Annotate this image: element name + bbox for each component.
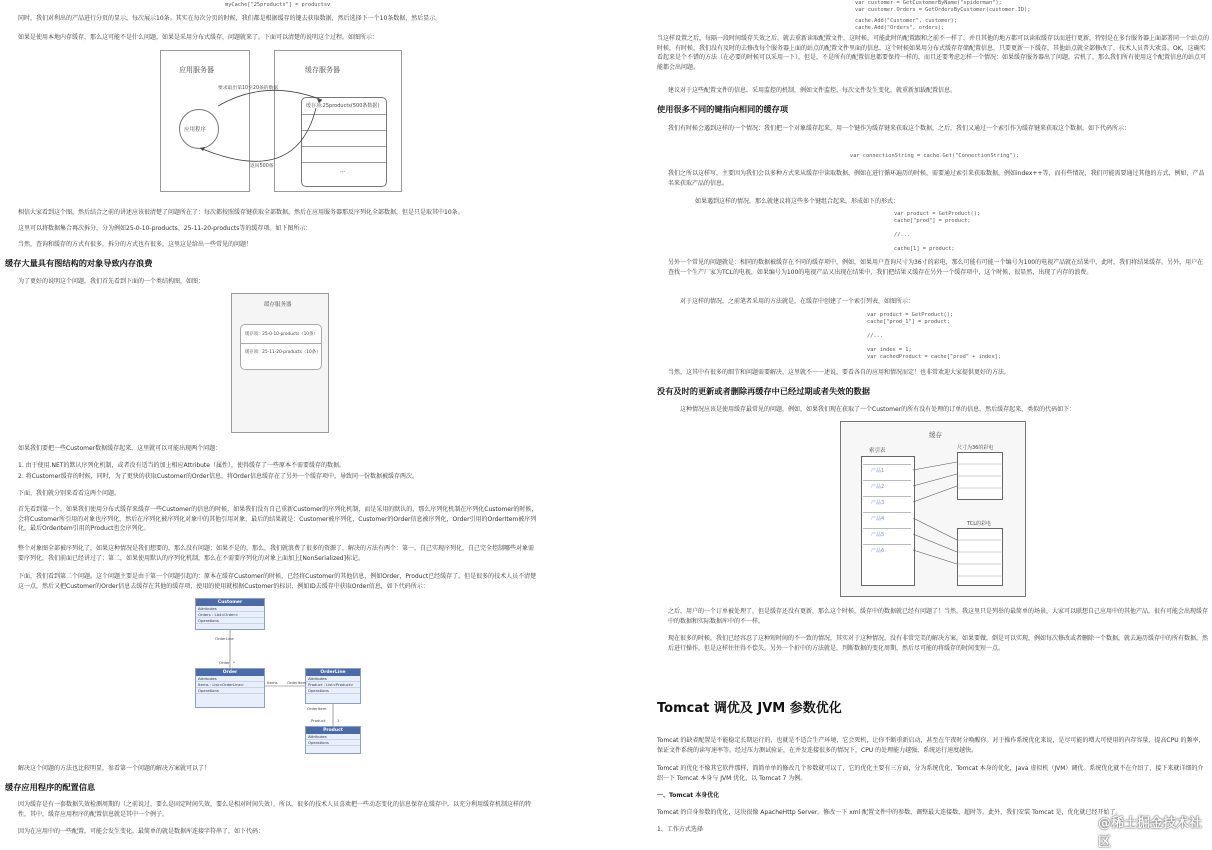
index-table-label: 索引表 <box>869 448 886 454</box>
index-row: 产品6 <box>863 544 911 556</box>
list-item: 1. 由于使用.NET的默认序列化机制，或者没有适当的加上相应Attribute（属性），使得缓存了一些原本不需要缓存的数据。 <box>18 462 345 469</box>
paragraph: Tomcat 的优化不像其它软件那样，简简单单的修改几个参数就可以了，它的优化主要有三方面，分为系统优化，Tomcat 本身的优化，Java 虚拟机（JVM）调优。系统优化就不在介绍了，接下来就详细的介绍一下 Tomcat 本身与 JVM 优化，以 Tomcat 7 为例。 <box>657 765 1204 782</box>
uml-label: Product <box>311 718 326 723</box>
index-row: 产品4 <box>863 512 911 524</box>
uml-label: Order <box>219 660 230 665</box>
uml-connectors <box>195 598 385 758</box>
section-heading: 缓存应用程序的配置信息 <box>5 782 96 792</box>
paragraph: 如果我们要把一些Customer数据缓存起来，这里就可以可能出现两个问题： <box>18 445 222 452</box>
cache-items-box <box>240 324 322 370</box>
tv36-label: 尺寸为36的彩电 <box>957 445 994 451</box>
code-block: var product = GetProduct(); cache["prod"] = product; //... cache[1] = product; <box>894 211 981 252</box>
paragraph: 这种情况应该是使用缓存最常见的问题，例如，如果我们现在获取了一个Customer的所有没有处理的订单的信息，然后缓存起来，类似的代码如下： <box>680 406 1076 413</box>
paragraph: 因为缓存是有一套数据失效检测周期的（之前说过，要么是固定时间失效，要么是相对时间失效），所以，很多的技术人员喜欢把一些动态变化的信息保存在缓存中，以充分利用缓存机制这样的特性，其中，缓存应用程序的配置信息就是其中一个例子。 <box>18 801 532 818</box>
paragraph: 当然，查询和缓存的方式有很多，拆分的方式也有很多，这里这是给出一些常见的问题！ <box>18 241 253 248</box>
uml-operations: Operations <box>196 688 264 694</box>
arrows <box>156 48 406 198</box>
tcl-label: TCL的彩电 <box>967 521 992 527</box>
uml-class-title: Product <box>306 727 360 734</box>
paragraph: 同时，我们对利出的产品进行分页的显示，每次展示10条。其实在每次分页的时候，我们都是根据缓存的键去获取数据，然后选择下一个10条数据，然后显示。 <box>18 15 442 22</box>
paragraph: 因为在应用中的一些配置，可能会发生变化，最简单的就是数据库连接字符串了，如下代码： <box>18 828 265 835</box>
code-line: cache.Add("Customer", customer); <box>855 18 958 24</box>
paragraph: 下面，我们就分别来看看这两个问题。 <box>18 490 121 497</box>
uml-class-title: OrderLine <box>306 669 360 676</box>
cache-index-figure <box>840 421 1026 597</box>
index-row: 产品5 <box>863 528 911 540</box>
cache-server-figure <box>231 293 329 433</box>
figure-title: 缓存 <box>929 431 942 439</box>
code-line: var connectionString = cache.Get("ConnectionString"); <box>850 153 1020 159</box>
chapter-title: Tomcat 调优及 JVM 参数优化 <box>657 701 842 716</box>
section-heading: 使用很多不同的键指向相同的缓存项 <box>657 104 789 114</box>
uml-label: OrderItem <box>287 680 307 685</box>
index-row: 产品2 <box>863 480 911 492</box>
index-row: 产品3 <box>863 496 911 508</box>
code-line: myCache["25products"] = productsv <box>225 2 331 8</box>
page-gap <box>550 0 650 837</box>
cache-item-label: 缓存项:25products(500条数据) <box>306 103 380 109</box>
left-page <box>0 0 550 837</box>
uml-operations: Operations <box>196 618 264 624</box>
paragraph: 首先看到第一个。如果我们使用分布式缓存来缓存一些Customer的信息的时候，如果我们没有自己重新Customer的序列化机制，而是采用的默认的，那么序列化机制在序列化Customer的时候，会将Customer所引用的对象也序列化，然后在序列化被序列化对象中的其他引用对象，最后的结果就是：Customer被序列化，Customer的Order信息被序列化，Order引用的OrderItem被序列化，最后OrderItem引用的Product也会序列化。 <box>18 506 538 532</box>
right-page <box>650 0 1212 850</box>
code-line: var customer = GetCustomerByName("spiderman"); <box>855 0 1002 6</box>
uml-label: Items <box>267 680 278 685</box>
paragraph: 为了更好的说明这个问题，我们首先看到下面的一个类结构图，如图： <box>18 278 205 285</box>
uml-label: OrderItem <box>307 706 327 711</box>
paragraph: 下面，我们看到第二个问题。这个问题主要是由于第一个问题引起的：原本在缓存Customer的时候，已经将Customer的其他信息，例如Order，Product已经缓存了。但是很多的技术人员不清楚这一点，然后又把Customer的Order信息去缓存在其他的缓存项，使用的使用就根据Customer的标识，例如ID去缓存中获取Order信息，如下代码所示： <box>18 573 537 590</box>
uml-attributes: Attributes <box>306 676 360 682</box>
paragraph: 建议对于这些配置文件的信息，采用监控的机制，例如文件监控，每次文件发生变化，就重新加载配置信息。 <box>668 87 957 94</box>
paragraph: 1、工作方式选择 <box>657 826 703 833</box>
uml-label: * <box>233 660 235 665</box>
uml-class-title: Customer <box>196 599 264 606</box>
uml-attributes: Attributes <box>196 606 264 612</box>
paragraph: Tomcat 的缺省配置是不能稳定长期运行的，也就是不适合生产环境，它会死机，让你不断重新启动，甚至在午夜时分唤醒你。对于操作系统优化来说，是尽可能的增大可使用的内存容量、提高CPU 的频率，保证文件系统的读写速率等。经过压力测试验证，在并发连接很多的情况下，CPU 的处理能力越强，系统运行速度越快。 <box>657 737 1205 754</box>
index-row: 产品1 <box>863 464 911 476</box>
section-heading: 缓存大量具有图结构的对象导致内存浪费 <box>5 258 153 268</box>
paragraph: 解决这个问题的方法也比较明显，参看第一个问题的解决方案就可以了！ <box>18 765 211 772</box>
section-heading: 没有及时的更新或者删除再缓存中已经过期或者失效的数据 <box>657 386 870 396</box>
cache-item-1: 缓存项：25-0-10-products（10条） <box>245 332 318 337</box>
uml-attributes: Attributes <box>196 676 264 682</box>
ellipsis: ... <box>340 168 346 174</box>
uml-class-title: Order <box>196 669 264 676</box>
uml-label: OrderLine <box>215 636 234 641</box>
code-line: cache.Add("Orders", orders); <box>855 25 945 31</box>
paragraph: 另外一个常见的问题就是：相同的数据被缓存在不同的缓存项中，例如，如果用户查询尺寸为36寸的彩电，那么可能有可能一个编号为100的电视产品就在结果中，此时，我们将结果缓存。另外，用户在查找一个生产厂家为TCL的电视，如果编号为100的电视产品又出现在结果中，我们把结果又缓存在另外一个缓存项中，这个时候，很显然，出现了内存的浪费。 <box>668 259 1204 276</box>
uml-operations: Operations <box>306 688 360 694</box>
uml-operations: Operations <box>306 740 360 746</box>
paragraph: 整个对象图全部被序列化了，如果这种情况是我们想要的，那么没有问题；如果不是的，那么，我们就浪费了很多的资源了，解决的方法有两个：第一，自己实现序列化，自己完全控制哪些对象需要序列化，我们前面已经讲过了；第二，如果使用默认的序列化机制，那么在不需要序列化的对象上面加上[NonSerialized]标记。 <box>18 545 535 562</box>
uml-attribute: Orders : List<Order> <box>196 612 264 618</box>
uml-attribute: Items : List<OrderLine> <box>196 682 264 688</box>
uml-diagram <box>195 598 385 758</box>
uml-attribute: Product : List<Product> <box>306 682 360 688</box>
paragraph: 我们之所以这样写，主要因为我们会以多种方式来从缓存中读取数据，例如在进行循环遍历的时候，需要通过索引来获取数据，例如index++等，而有些情况，我们可能需要通过其他的方式，例如，产品名来获取产品的信息。 <box>668 170 1205 187</box>
paragraph: 之后，用户的一个订单被处理了，但是缓存还没有更新，那么这个时候，缓存中的数据就已经有问题了！当然，我这里只是列举的最简单的场景，大家可以联想自己应用中的其他产品，很有可能会出现缓存中的数据和实际数据库中的不一样。 <box>668 608 1209 625</box>
app-program-label: 应用程序 <box>184 127 207 133</box>
figure-title: 缓存服务器 <box>264 302 292 308</box>
arrow-request-label: 要求取出第10至20条的数据 <box>218 86 279 91</box>
paragraph: 当这样设置之后，每隔一段时间缓存失效之后，就去重新读取配置文件，这时候，可能此时的配置跟和之前不一样了，并且其他的地方都可以读取缓存以而进行更新，特别是在多台服务器上面部署同一个站点的时候，有时候，我们没有及时的去修改每个服务器上面的站点的配置文件里面的信息，这个时候如果用分布式缓存存储配置信息，只要更新一下缓存，其他站点就全部修改了，技术人员普大欢喜。OK，这确实看起来是个不错的方法（在必要的时候可以采用一下），但是，不是所有的配置信息都要保持一样的，而且还要考虑怎样一个情况：如果缓存服务器出了问题，宕机了，那么我们所有使用这个配置信息的站点可能都会出问题。 <box>657 35 1210 71</box>
uml-attributes: Attributes <box>306 734 360 740</box>
paragraph: 如果遇到这样的情况，那么就建议将这些多个键组合起来，形成如下的形式： <box>695 198 900 205</box>
cache-server-label: 缓存服务器 <box>305 66 340 74</box>
cache-diagram <box>156 48 406 198</box>
code-line: var customer.Orders = GetOrdersByCustomer(customer.ID); <box>855 7 1031 13</box>
arrow-return-label: 返回500条 <box>250 164 274 169</box>
cache-item-2: 缓存项：25-11-20-products（10条） <box>245 350 321 355</box>
list-item: 2. 将Customer缓存的时候，同时，为了更快的获取Customer的Order信息，将Order信息缓存在了另外一个缓存项中，导致同一份数据被缓存两次。 <box>18 473 419 480</box>
paragraph: 我们有时候会遇到这样的一个情况：我们把一个对象缓存起来，用一个键作为缓存键来获取这个数据，之后，我们又通过一个索引作为缓存键来获取这个数据，如下代码所示： <box>668 125 1131 132</box>
watermark: @稀土掘金技术社区 <box>1098 816 1203 850</box>
subsection-heading: 一、Tomcat 本身优化 <box>657 792 720 799</box>
paragraph: 对于这样的情况，之前笔者采用的方法就是，在缓存中创建了一个索引列表，如图所示： <box>680 298 915 305</box>
index-arrows <box>841 422 1027 598</box>
divider <box>241 343 321 344</box>
paragraph: 如果是使用本地内存缓存，那么这可能不是什么问题，如果是采用分布式缓存，问题就来了。下面可以清楚的说明这个过程。如图所示： <box>18 34 379 41</box>
uml-label: 1 <box>337 718 340 723</box>
paragraph: 相信大家看到这个图，然后结合之前的讲述应该很清楚了问题所在了：每次都按照缓存键获取全部数据，然后在应用服务器那反序列化全部数据，但是只是取其中10条。 <box>18 209 464 216</box>
paragraph: 现在很多的时候，我们已经容忍了这种短时间的不一致的情况，其实对于这种情况，没有非常完美的解决方案，如果要做，倒是可以实现，例如每次修改或者删除一个数据，就去遍历缓存中的所有数据，然后进行操作，但是这样往往得不偿失。另外一个折中的方法就是，判断数据的变化周期，然后尽可能的将缓存的时间变短一点。 <box>668 635 1209 652</box>
app-server-label: 应用服务器 <box>179 66 214 74</box>
paragraph: 当然，这其中有很多的细节和问题需要解决，这里就不一一述说，要看各自的应用和情况而定！也非常欢迎大家提供更好的方法。 <box>668 369 1011 376</box>
paragraph: 这里可以将数据集合再次拆分，分为例如25-0-10-products、25-11-20-products等的缓存项。如下图所示： <box>18 225 312 232</box>
paragraph: Tomcat 的自身参数的优化，这块很像 ApacheHttp Server。修改一下 xml 配置文件中的参数，调整最大连接数，超时等。此外，我们安装 Tomcat 是，优化就已经开始了。 <box>657 809 1122 816</box>
code-block: var product = GetProduct(); cache["prod_1"] = product; //... var index = 1; var cachedProduct = cache["prod" + index]; <box>867 312 1001 360</box>
